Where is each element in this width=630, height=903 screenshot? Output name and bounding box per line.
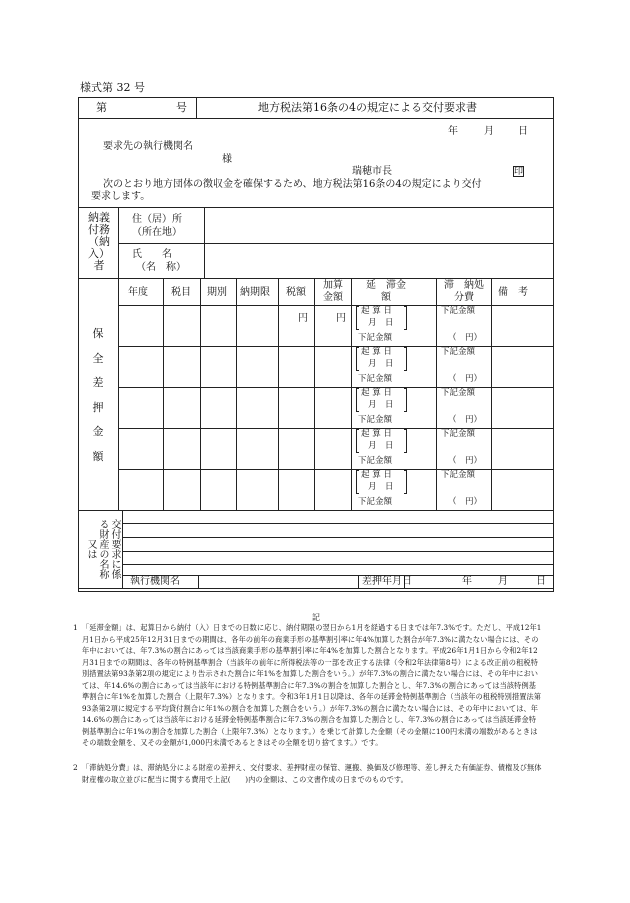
col-tax-item: 税目 — [171, 287, 191, 298]
form-number: 様式第 32 号 — [80, 81, 145, 94]
fee-label-1: 下記金額 — [441, 306, 476, 316]
col-fee: 滞 納処分費 — [444, 280, 484, 303]
delay-start-1: 起 算 日 — [361, 306, 392, 316]
taxpayer-side-label: 納義付務（納入）者 — [88, 211, 110, 272]
number-suffix: 号 — [176, 101, 187, 114]
note-text-1: 「延滞金額」は、起算日から納付（入）日までの日数に応じ、納付期限の翌日から1月を経過する日までは年7.3%です。ただし、平成12年1月1日から平成25年12月31日までの期間は、各年の前年の商業手形の基準割引率に年4%加算した割合が年7.3%に満たない場合には、その年中においては、年7.3%の割合にあっては当該商業手形の基準割引率に年4%を加算した割合となります。平成26年1月1日から令和2年12月31日までの期間は、各年の特例基準割合（当該年の前年に所得税法等の一部を改正する法律（令和2年法律第8号）による改正前の租税特別措置法第93条第2項の規定により告示された割合に年1%を加算した割合をいう。）が年7.3%の割合に満たない場合には、その年中においては、年14.6%の割合にあっては当該年における特例基準割合に年7.3%の割合を加算した割合とし、年7.3%の割合にあっては当該特例基準割合に年1%を加算した割合（上限年7.3%）となります。令和3年1月1日以降は、各年の延滞金特例基準割合（当該年の租税特別措置法第93条第2項に規定する平均貸付割合に年1%の割合を加算した割合をいう。）が年7.3%の割合に満たない場合には、その年中においては、年14.6%の割合にあっては当該年における延滞金特例基準割合に年7.3%の割合を加算した割合とし、年7.3%の割合にあっては当該延滞金特例基準割合に年1%の割合を加算した割合（上限年7.3%）となります。）を乗じて計算した金額（その金額に100円未満の端数があるときはその端数金額を、又その金額が1,000円未満であるときはその全額を切り捨てます。）です。 — [82, 623, 542, 747]
recipient-label: 要求先の執行機関名 — [103, 141, 193, 152]
amount-side-label: 保全差押金額 — [92, 327, 104, 463]
delay-date-4: 月 日 — [368, 441, 394, 451]
fee-paren-4: （ 円） — [448, 456, 483, 466]
seal-box: 印 — [514, 167, 524, 177]
number-label: 第 — [96, 101, 107, 114]
date-day: 日 — [518, 126, 528, 137]
address-sub: （所在地） — [132, 227, 182, 238]
delay-start-2: 起 算 日 — [361, 347, 392, 357]
issuer-name: 瑞穂市長 — [352, 166, 392, 177]
delay-amount-5: 下記金額 — [358, 497, 393, 507]
col-additional: 加算金額 — [323, 280, 343, 303]
fee-paren-2: （ 円） — [448, 374, 483, 384]
intro-line-2: 要求します。 — [91, 191, 151, 202]
note-num-1: 1 — [73, 623, 78, 632]
seizure-day: 日 — [536, 576, 546, 587]
seizure-year: 年 — [462, 576, 472, 587]
col-period: 期別 — [207, 287, 227, 298]
col-remarks: 備 考 — [498, 287, 528, 298]
delay-date-1: 月 日 — [368, 318, 394, 328]
fee-paren-3: （ 円） — [448, 415, 483, 425]
address-label: 住（居）所 — [132, 214, 182, 225]
fee-label-4: 下記金額 — [441, 429, 476, 439]
fee-paren-5: （ 円） — [448, 497, 483, 507]
note-text-2: 「滞納処分費」は、滞納処分による財産の差押え、交付要求、差押財産の保管、運搬、換価及び修理等、差し押えた有価証券、債権及び無体財産権の取立並びに配当に関する費用で上記( )内の金額は、この文書作成の日までのものです。 — [82, 763, 542, 784]
delay-amount-1: 下記金額 — [358, 333, 393, 343]
delay-start-5: 起 算 日 — [361, 470, 392, 480]
delay-date-2: 月 日 — [368, 359, 394, 369]
col-due-date: 納期限 — [240, 287, 270, 298]
executor-label: 執行機関名 — [130, 576, 180, 587]
col-delay: 延 滞金 額 — [366, 280, 416, 303]
unit-additional-yen: 円 — [336, 313, 346, 324]
delay-amount-2: 下記金額 — [358, 374, 393, 384]
form-frame — [78, 97, 554, 592]
recipient-honorific: 様 — [222, 154, 232, 165]
fee-paren-1: （ 円） — [448, 333, 483, 343]
delay-date-3: 月 日 — [368, 400, 394, 410]
fee-label-2: 下記金額 — [441, 347, 476, 357]
unit-tax-yen: 円 — [298, 313, 308, 324]
name-sub: （名 称） — [136, 262, 186, 273]
fee-label-3: 下記金額 — [441, 388, 476, 398]
notes-heading: 記 — [312, 613, 320, 622]
delay-amount-3: 下記金額 — [358, 415, 393, 425]
delay-date-5: 月 日 — [368, 482, 394, 492]
note-num-2: 2 — [73, 763, 78, 772]
name-label: 氏 名 — [132, 249, 172, 260]
seizure-month: 月 — [498, 576, 508, 587]
property-side-label: 交付要求に係る財産の名称又は — [85, 519, 120, 579]
delay-amount-4: 下記金額 — [358, 456, 393, 466]
fee-label-5: 下記金額 — [441, 470, 476, 480]
date-month: 月 — [484, 126, 494, 137]
col-year: 年度 — [128, 287, 148, 298]
seizure-date-label: 差押年月日 — [362, 576, 412, 587]
intro-line-1: 次のとおり地方団体の徴収金を確保するため、地方税法第16条の4の規定により交付 — [103, 179, 482, 190]
delay-start-3: 起 算 日 — [361, 388, 392, 398]
date-year: 年 — [448, 126, 458, 137]
form-title: 地方税法第16条の4の規定による交付要求書 — [258, 101, 477, 114]
delay-start-4: 起 算 日 — [361, 429, 392, 439]
col-tax-amount: 税額 — [286, 287, 306, 298]
